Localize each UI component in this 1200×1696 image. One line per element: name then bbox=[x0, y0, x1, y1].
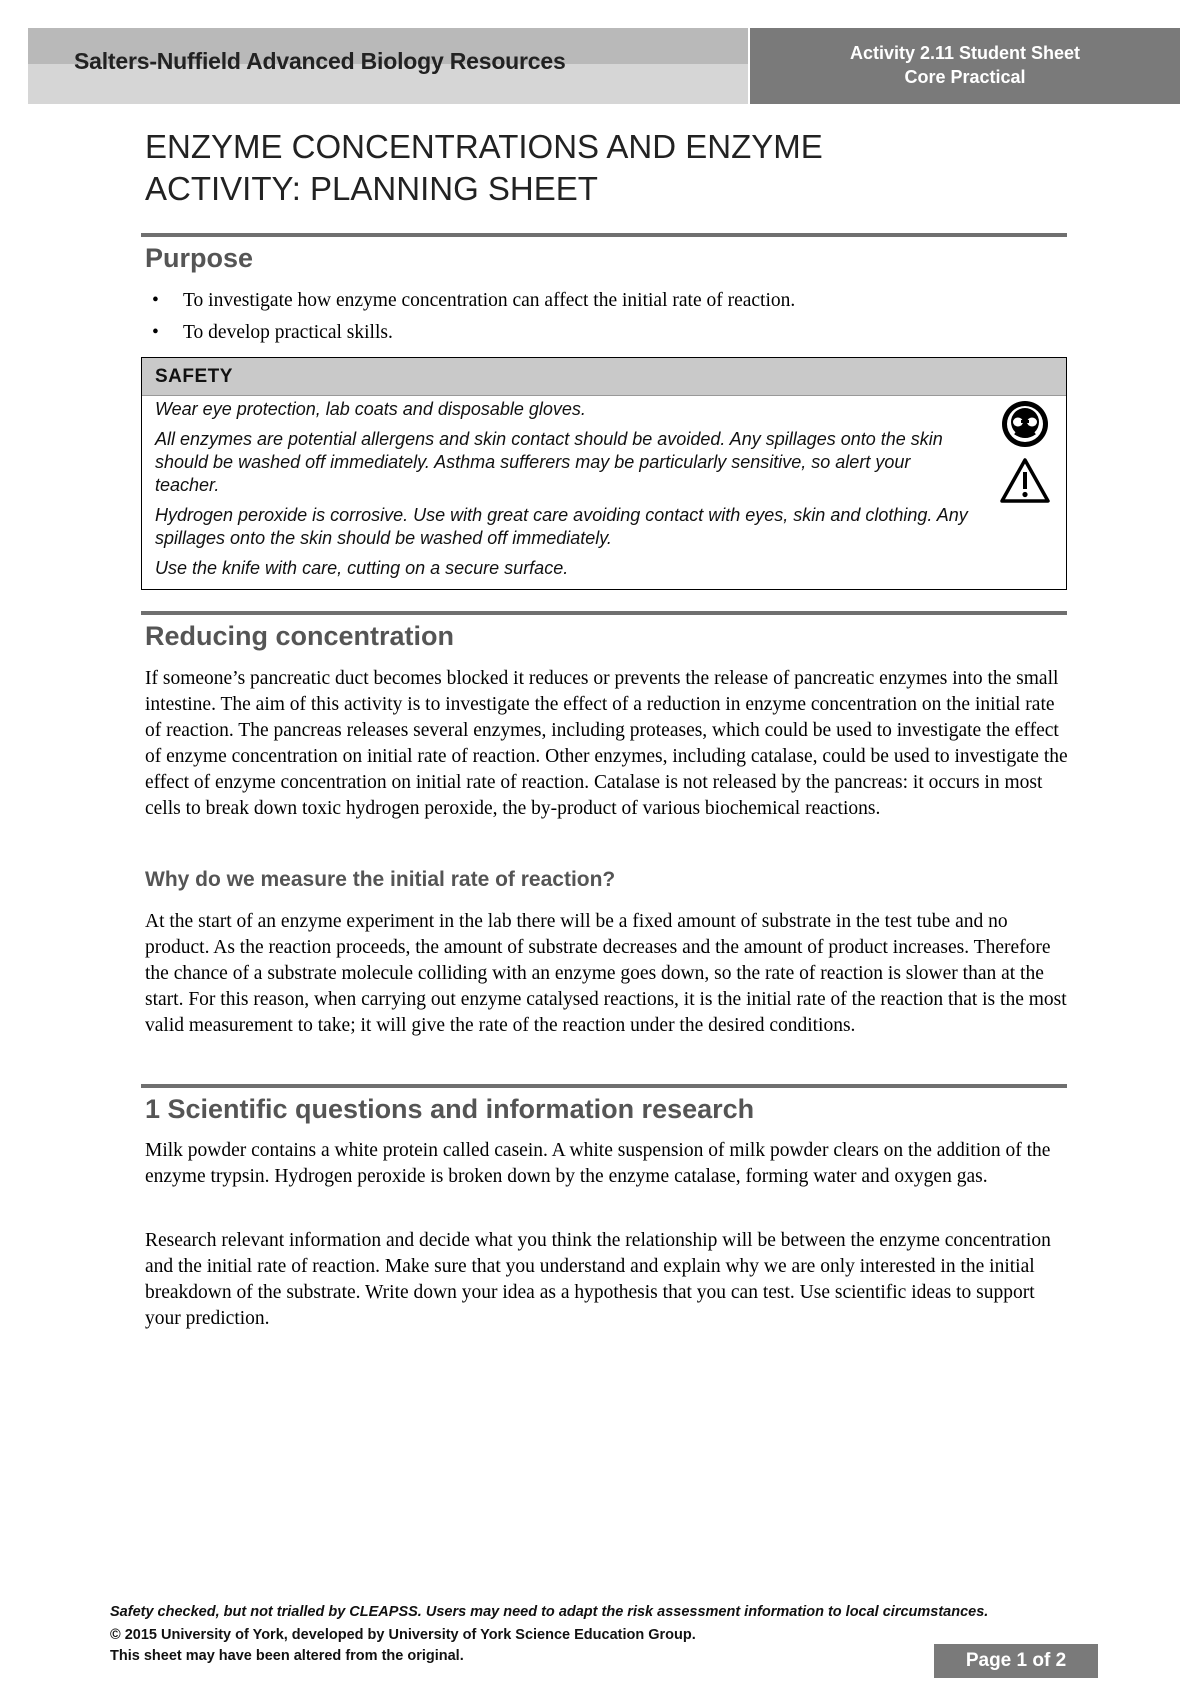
reducing-paragraph: If someone’s pancreatic duct becomes blocked it reduces or prevents the release of pancreatic enzymes into the small intestine. The aim of this activity is to investigate the effect of a reduction in enzyme concentration on the initial rate of reaction. The pancreas releases several enzymes, including proteases, which could be used to investigate the effect of enzyme concentration on initial rate of reaction. Other enzymes, including catalase, could be used to investigate the effect of enzyme concentration on initial rate of reaction. Catalase is not released by the pancreas: it occurs in most cells to break down toxic hydrogen peroxide, the by-product of various biochemical reactions. bbox=[145, 668, 1068, 819]
purpose-list bbox=[150, 288, 795, 352]
safety-paragraph: Hydrogen peroxide is corrosive. Use with great care avoiding contact with eyes, skin and clothing. Any spillages onto the skin should be washed off immediately. bbox=[155, 505, 968, 548]
footer-safety-note: Safety checked, but not trialled by CLEAPSS. Users may need to adapt the risk assessment information to local circumstances. bbox=[110, 1604, 989, 1620]
safety-paragraph: All enzymes are potential allergens and skin contact should be avoided. Any spillages onto the skin should be washed off immediately. Asthma sufferers may be particularly sensitive, so alert your teacher. bbox=[155, 429, 943, 495]
safety-paragraph: Wear eye protection, lab coats and disposable gloves. bbox=[155, 399, 586, 419]
safety-paragraph: Use the knife with care, cutting on a secure surface. bbox=[155, 558, 569, 578]
initial-rate-paragraph: At the start of an enzyme experiment in the lab there will be a fixed amount of substrate in the test tube and no product. As the reaction proceeds, the amount of substrate decreases and the amount of product increases. Therefore the chance of a substrate molecule colliding with an enzyme goes down, so the rate of reaction is slower than at the start. For this reason, when carrying out enzyme catalysed reactions, it is the initial rate of the reaction that is the most valid measurement to take; it will give the rate of the reaction under the desired conditions. bbox=[145, 911, 1067, 1036]
list-item: • To investigate how enzyme concentration can affect the initial rate of reaction. bbox=[150, 288, 795, 320]
safety-text bbox=[142, 396, 1066, 580]
section-divider bbox=[141, 233, 1067, 237]
initial-rate-heading: Why do we measure the initial rate of reaction? bbox=[145, 868, 616, 891]
safety-heading: SAFETY bbox=[142, 358, 1066, 396]
page-number: Page 1 of 2 bbox=[934, 1644, 1098, 1678]
list-item: • To develop practical skills. bbox=[150, 320, 795, 352]
header-brand: Salters-Nuffield Advanced Biology Resources bbox=[74, 48, 566, 74]
footer-copyright: © 2015 University of York, developed by University of York Science Education Group. bbox=[110, 1627, 696, 1643]
title-line-2: ACTIVITY: PLANNING SHEET bbox=[145, 170, 598, 207]
eye-protection-icon bbox=[1000, 399, 1050, 449]
title-line-1: ENZYME CONCENTRATIONS AND ENZYME bbox=[145, 128, 823, 165]
activity-label: Activity 2.11 Student Sheet bbox=[849, 43, 1081, 63]
activity-type: Core Practical bbox=[904, 67, 1026, 87]
footer-altered-note: This sheet may have been altered from the original. bbox=[110, 1648, 464, 1664]
page-title bbox=[145, 126, 1065, 210]
section-divider bbox=[141, 611, 1067, 615]
warning-icon bbox=[999, 457, 1051, 505]
purpose-heading: Purpose bbox=[145, 243, 254, 273]
section1-paragraph-1: Milk powder contains a white protein called casein. A white suspension of milk powder clears on the addition of the enzyme trypsin. Hydrogen peroxide is broken down by the enzyme catalase, forming water and oxygen gas. bbox=[145, 1140, 1051, 1187]
safety-box bbox=[141, 357, 1067, 590]
section1-paragraph-2: Research relevant information and decide what you think the relationship will be between the enzyme concentration and the initial rate of reaction. Make sure that you understand and explain why we are only interested in the initial breakdown of the substrate. Write down your idea as a hypothesis that you can test. Use scientific ideas to support your prediction. bbox=[145, 1230, 1051, 1329]
section1-heading: 1 Scientific questions and information research bbox=[145, 1094, 755, 1124]
reducing-heading: Reducing concentration bbox=[145, 621, 455, 651]
activity-box bbox=[750, 28, 1180, 104]
section-divider bbox=[141, 1084, 1067, 1088]
